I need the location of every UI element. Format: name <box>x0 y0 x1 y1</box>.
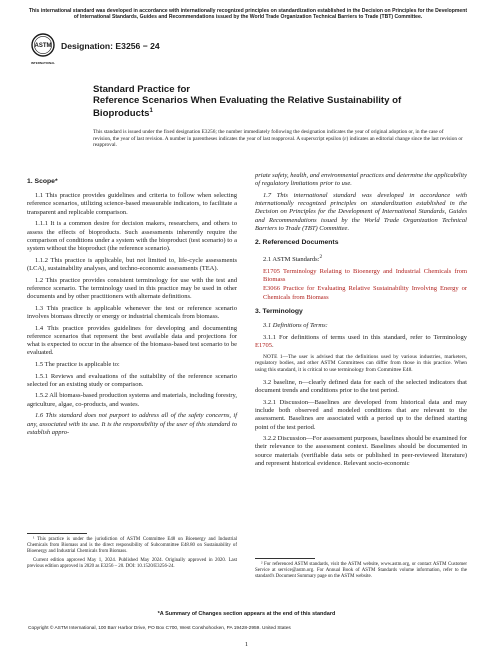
para-3-2-2: 3.2.2 Discussion—For assessment purposes, baselines should be examined for their relevance to the assessment context. Baselines should be documented in source materials (verifiable data sets or published in peer-reviewed literature) and represent historical evidence. Relevant socio-economic <box>255 435 467 467</box>
designation: Designation: E3256 − 24 <box>61 41 160 51</box>
para-1-5: 1.5 The practice is applicable to: <box>35 360 120 368</box>
para-1-5-1: 1.5.1 Reviews and evaluations of the suitability of the reference scenario selected for an existing study or comparison. <box>27 372 237 388</box>
reference-e1705[interactable]: E1705 Terminology Relating to Bioenergy and Industrial Chemicals from Biomass <box>263 267 468 284</box>
title-line-1: Standard Practice for <box>93 84 191 95</box>
copyright: Copyright © ASTM International, 100 Barr Harbor Drive, PO Box C700, West Conshohocken, PA 19428-2959. United States <box>28 626 291 631</box>
footnote-2: ² For referenced ASTM standards, visit the ASTM website, www.astm.org, or contact ASTM Customer Service at service@astm.org. For Annual Book of ASTM Standards volume information, refer to the standard's Document Summary page on the ASTM website. <box>255 562 467 579</box>
para-1-2: 1.2 This practice provides consistent terminology for use with the test and reference scenario. The terminology used in this practice may be used in other documents and by other practitioners with alternate definitions. <box>27 276 237 300</box>
link-e1705[interactable]: E1705 <box>255 341 272 349</box>
para-2-1: 2.1 ASTM Standards:$^2$ <box>263 254 323 264</box>
right-footnotes <box>255 562 467 583</box>
footnote-1-edition: Current edition approved May 1, 2024. Published May 2024. Originally approved in 2020. Last previous edition approved in 2020 as E3256 – 20. DOI: 10.1520/E3256-24. <box>27 557 237 569</box>
document-title <box>93 84 453 120</box>
section-heading-terminology: 3. Terminology <box>255 307 303 315</box>
para-1-1: 1.1 This practice provides guidelines and criteria to follow when selecting reference scenarios, utilizing science-based measurable indicators, to facilitate a transparent and replicable comparison. <box>27 192 237 216</box>
para-3-1: 3.1 Definitions of Terms: <box>263 322 328 329</box>
left-footnotes <box>27 537 237 572</box>
para-3-2-1: 3.2.1 Discussion—Baselines are developed from historical data and may include both observed and modeled conditions that are relevant to the assessment. Baselines are associated with a period up to the defined starting point of the test period. <box>255 398 467 431</box>
page-number: 1 <box>244 641 249 648</box>
para-1-3: 1.3 This practice is applicable whenever the test or reference scenario involves biomass directly or energy or industrial chemicals from biomass. <box>27 304 237 320</box>
tbt-notice: This international standard was developed in accordance with internationally recognized principles on standardization established in the Decision on Principles for the Development of International Standards, Guides and Recommendations issued by the World Trade Organization Technical Barriers to Trade (TBT) Committee. <box>28 8 468 21</box>
svg-text:INTERNATIONAL: INTERNATIONAL <box>30 61 56 65</box>
para-1-1-2: 1.1.2 This practice is applicable, but not limited to, life-cycle assessments (LCA), sustainability analyses, and techno-economic assessments (TEA). <box>27 256 237 272</box>
para-1-4: 1.4 This practice provides guidelines for developing and documenting reference scenarios that represent the best available data and projections for what is expected to occur in the absence of the biomass-based test scenario to be evaluated. <box>27 324 237 357</box>
footnote-divider-left <box>27 533 87 534</box>
para-3-2: 3.2 baseline, n—clearly defined data for each of the selected indicators that document trends and conditions prior to the test period. <box>255 379 467 395</box>
para-1-6: 1.6 This standard does not purport to address all of the safety concerns, if any, associated with its use. It is the responsibility of the user of this standard to establish appro- <box>27 412 237 436</box>
reference-e3066[interactable]: E3066 Practice for Evaluating Relative Sustainability Involving Energy or Chemicals from Biomass <box>263 285 468 301</box>
para-1-1-1: 1.1.1 It is a common desire for decision makers, researchers, and others to assess the effects of bioproducts. Such assessments inherently require the comparison of conditions under a system with the bioproduct (test scenario) to a system without the bioproduct (the reference scenario). <box>27 220 237 252</box>
right-column <box>255 172 467 472</box>
para-3-1-1: 3.1.1 For definitions of terms used in this standard, refer to Terminology E1705. <box>255 333 467 349</box>
footnote-divider-right <box>255 558 315 559</box>
astm-logo-icon <box>30 33 56 67</box>
para-1-6-cont: priate safety, health, and environmental practices and determine the applicability of regulatory limitations prior to use. <box>255 172 467 188</box>
title-line-2: Reference Scenarios When Evaluating the Relative Sustainability of Bioproducts$^1$ <box>93 95 402 120</box>
summary-of-changes-note: *A Summary of Changes section appears at the end of this standard <box>157 611 336 617</box>
para-1-7: 1.7 This international standard was developed in accordance with internationally recognized principles on standardization established in the Decision on Principles for the Development of International Standards, Guides and Recommendations issued by the World Trade Organization Technical Barriers to Trade (TBT) Committee. <box>255 191 467 232</box>
section-heading-referenced-documents: 2. Referenced Documents <box>255 238 339 246</box>
note-1: NOTE 1—The user is advised that the definitions used by various industries, marketers, regulatory bodies, and other ASTM Committees can differ from those in this practice. When using this standard, it is critical to use terminology from Committee E48. <box>255 353 467 374</box>
para-1-5-2: 1.5.2 All biomass-based production systems and materials, including forestry, agriculture, algae, co-products, and wastes. <box>27 392 237 408</box>
svg-text:ASTM: ASTM <box>34 43 52 49</box>
left-column <box>27 172 237 440</box>
section-heading-scope: 1. Scope* <box>27 178 58 185</box>
standard-issue-note: This standard is issued under the fixed designation E3256; the number immediately following the designation indicates the year of original adoption or, in the case of revision, the year of last revision. A number in parentheses indicates the year of last reapproval. A superscript epsilon (ε) indicates an editorial change since the last revision or reapproval. <box>93 129 463 148</box>
footnote-1: ¹ This practice is under the jurisdiction of ASTM Committee E48 on Bioenergy and Industrial Chemicals from Biomass and is the direct responsibility of Subcommittee E48.80 on Sustainability of Bioenergy and Industrial Chemicals from Biomass. <box>27 537 237 554</box>
